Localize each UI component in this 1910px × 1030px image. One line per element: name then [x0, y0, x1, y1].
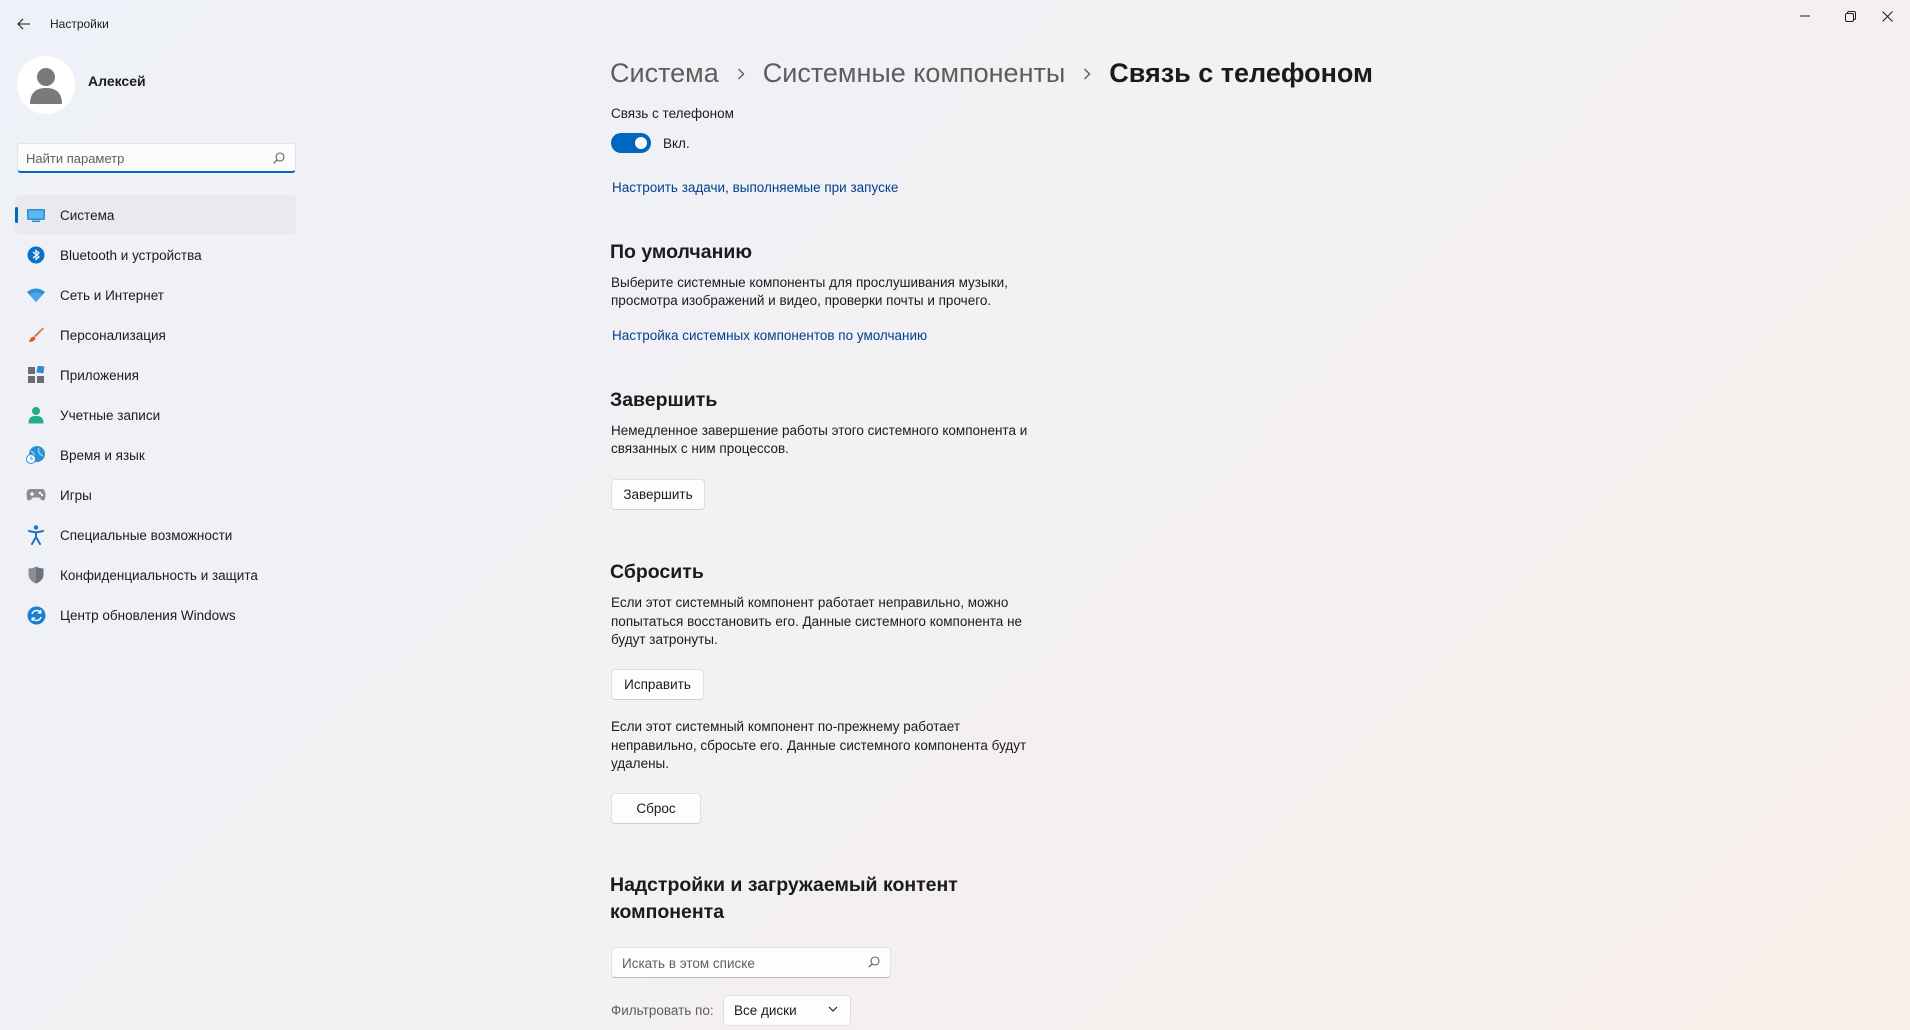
accessibility-icon [26, 525, 46, 545]
user-icon [29, 66, 63, 104]
update-icon [26, 605, 46, 625]
sidebar-item-label: Учетные записи [60, 407, 161, 423]
close-button[interactable] [1864, 0, 1910, 32]
sidebar-item-label: Система [60, 207, 115, 223]
close-icon [1882, 11, 1893, 22]
terminate-description-line-2: связанных с ним процессов. [611, 441, 789, 456]
repair-description-line-3: будут затронуты. [611, 632, 718, 647]
search-icon[interactable] [273, 152, 285, 164]
brush-icon [26, 325, 46, 345]
phone-link-toggle-label: Связь с телефоном [611, 106, 734, 121]
addons-heading-line-2: компонента [610, 901, 725, 923]
sidebar-item-label: Конфиденциальность и защита [60, 567, 258, 583]
sidebar-item-accessibility[interactable] [15, 515, 296, 555]
breadcrumb-system[interactable]: Система [610, 58, 719, 88]
sidebar-item-label: Специальные возможности [60, 527, 233, 543]
terminate-heading: Завершить [610, 389, 718, 411]
user-name: Алексей [88, 73, 146, 89]
time-language-icon [26, 445, 46, 465]
sidebar-nav [15, 195, 296, 635]
toggle-state-label: Вкл. [663, 136, 690, 151]
system-icon [26, 205, 46, 225]
sidebar-item-privacy[interactable] [15, 555, 296, 595]
sidebar-item-system[interactable] [15, 195, 296, 235]
default-components-link[interactable]: Настройка системных компонентов по умолчанию [612, 328, 928, 343]
shield-icon [26, 565, 46, 585]
back-arrow-icon [17, 18, 31, 30]
reset-heading: Сбросить [610, 561, 704, 583]
sidebar-item-apps[interactable] [15, 355, 296, 395]
bluetooth-icon [26, 245, 46, 265]
addons-search[interactable] [611, 947, 891, 978]
defaults-heading: По умолчанию [610, 241, 753, 263]
sidebar-item-network[interactable] [15, 275, 296, 315]
repair-description-line-2: попытаться восстановить его. Данные системного компонента не [611, 614, 1023, 629]
breadcrumb-system-components[interactable]: Системные компоненты [762, 58, 1066, 88]
phone-link-toggle[interactable] [611, 133, 651, 153]
filter-selected-value: Все диски [734, 1003, 797, 1018]
reset-button[interactable]: Сброс [611, 793, 701, 824]
apps-icon [26, 365, 46, 385]
sidebar-item-label: Центр обновления Windows [60, 607, 236, 623]
addons-search-input[interactable] [622, 954, 852, 972]
sidebar-item-label: Игры [60, 487, 92, 503]
sidebar-item-label: Сеть и Интернет [60, 287, 164, 303]
sidebar-item-personalization[interactable] [15, 315, 296, 355]
filter-label: Фильтровать по: [611, 1003, 714, 1018]
sidebar-item-time-language[interactable] [15, 435, 296, 475]
sidebar-item-label: Персонализация [60, 327, 166, 343]
wifi-icon [26, 285, 46, 305]
breadcrumb [610, 58, 1373, 89]
reset-description-line-3: удалены. [611, 756, 669, 771]
gamepad-icon [26, 485, 46, 505]
accounts-icon [26, 405, 46, 425]
defaults-description-line-1: Выберите системные компоненты для прослушивания музыки, [611, 275, 1008, 290]
sidebar-item-label: Bluetooth и устройства [60, 247, 202, 263]
terminate-description-line-1: Немедленное завершение работы этого системного компонента и [611, 423, 1028, 438]
defaults-description-line-2: просмотра изображений и видео, проверки почты и прочего. [611, 293, 992, 308]
sidebar-item-label: Время и язык [60, 447, 145, 463]
addons-heading-line-1: Надстройки и загружаемый контент [610, 874, 958, 896]
sidebar-item-accounts[interactable] [15, 395, 296, 435]
terminate-button[interactable]: Завершить [611, 479, 705, 510]
drive-filter-dropdown[interactable] [723, 995, 851, 1026]
search-icon[interactable] [868, 956, 880, 968]
chevron-right-icon [1083, 68, 1091, 80]
chevron-down-icon [828, 1006, 838, 1012]
sidebar-item-label: Приложения [60, 367, 139, 383]
chevron-right-icon [737, 68, 745, 80]
avatar[interactable] [17, 56, 75, 114]
toggle-knob [635, 137, 647, 149]
reset-description-line-1: Если этот системный компонент по-прежнему работает [611, 719, 961, 734]
page-title: Связь с телефоном [1109, 58, 1374, 88]
sidebar-item-gaming[interactable] [15, 475, 296, 515]
repair-button[interactable]: Исправить [611, 669, 704, 700]
sidebar-item-windows-update[interactable] [15, 595, 296, 635]
repair-description-line-1: Если этот системный компонент работает неправильно, можно [611, 595, 1009, 610]
minimize-icon [1800, 11, 1810, 21]
settings-search[interactable] [17, 143, 296, 173]
startup-tasks-link[interactable]: Настроить задачи, выполняемые при запуске [612, 180, 899, 195]
sidebar-item-bluetooth[interactable] [15, 235, 296, 275]
back-button[interactable] [10, 12, 38, 36]
minimize-button[interactable] [1782, 0, 1828, 32]
reset-description-line-2: неправильно, сбросьте его. Данные системного компонента будут [611, 738, 1027, 753]
restore-icon [1845, 11, 1856, 22]
search-input[interactable] [26, 149, 256, 167]
app-title: Настройки [50, 17, 109, 31]
